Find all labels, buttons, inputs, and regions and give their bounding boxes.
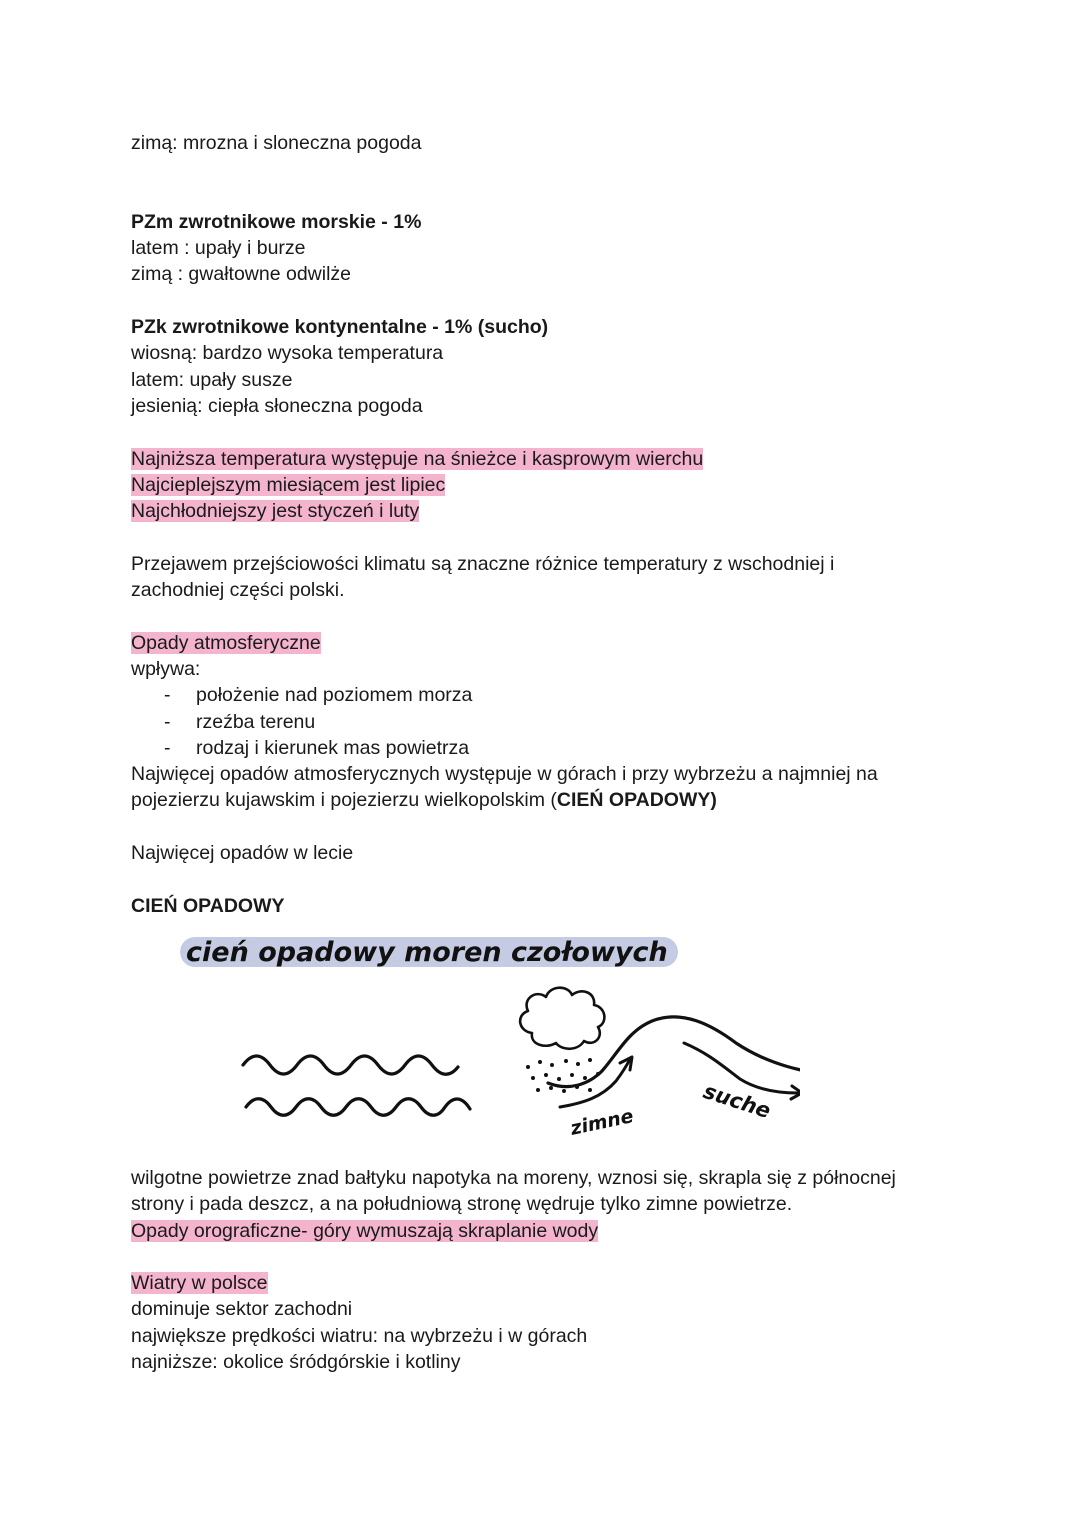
wind-line-1: dominuje sektor zachodni — [131, 1298, 353, 1321]
rain-shadow-diagram — [0, 925, 800, 1165]
rising-air-arrow-icon — [560, 1059, 630, 1107]
document-page — [131, 130, 931, 1375]
highlight-lowest-temp: Najniższa temperatura występuje na śnieżce i kasprowym wierchu — [131, 447, 704, 470]
pzk-autumn-line: jesienią: ciepła słoneczna pogoda — [131, 394, 423, 417]
explain-line-2: strony i pada deszcz, a na południową stronę wędruje tylko zimne powietrze. — [131, 1193, 793, 1216]
dry-air-arrow-icon — [684, 1043, 798, 1093]
highlight-coldest-months: Najchłodniejszy jest styczeń i luty — [131, 500, 420, 523]
precipitation-heading: Opady atmosferyczne — [131, 631, 321, 654]
sea-wave-lower-icon — [246, 1099, 470, 1116]
wind-line-3: najniższe: okolice śródgórskie i kotliny — [131, 1350, 461, 1373]
list-item: - rodzaj i kierunek mas powietrza — [164, 736, 470, 759]
rain-cloud-icon — [520, 988, 604, 1049]
wind-heading: Wiatry w polsce — [131, 1272, 268, 1295]
winter-pm-line: zimą: mrozna i sloneczna pogoda — [131, 132, 422, 154]
cold-label: zimne — [568, 1105, 636, 1140]
highlight-warmest-month: Najcieplejszym miesiącem jest lipiec — [131, 473, 446, 496]
moraine-hill-icon — [548, 1017, 800, 1087]
influence-list — [131, 682, 931, 761]
list-item: - rzeźba terenu — [164, 710, 316, 733]
most-precip-line-1: Najwięcej opadów atmosferycznych występuje w górach i przy wybrzeżu a najmniej na — [131, 763, 878, 786]
pzm-winter-line: zimą : gwałtowne odwilże — [131, 263, 352, 286]
sea-wave-upper-icon — [243, 1056, 458, 1074]
highlight-orographic: Opady orograficzne- góry wymuszają skraplanie wody — [131, 1219, 599, 1242]
transition-line-1: Przejawem przejściowości klimatu są znaczne różnice temperatury z wschodniej i — [131, 552, 835, 575]
pzm-heading: PZm zwrotnikowe morskie - 1% — [131, 210, 422, 233]
influence-label: wpływa: — [131, 657, 201, 680]
rain-shadow-heading: CIEŃ OPADOWY — [131, 894, 285, 917]
pzk-spring-line: wiosną: bardzo wysoka temperatura — [131, 342, 444, 365]
transition-line-2: zachodniej części polski. — [131, 579, 345, 602]
most-precip-line-2: pojezierzu kujawskim i pojezierzu wielkopolskim (CIEŃ OPADOWY) — [131, 789, 717, 812]
wind-line-2: największe prędkości wiatru: na wybrzeżu i w górach — [131, 1324, 588, 1347]
summer-precip-line: Najwięcej opadów w lecie — [131, 842, 354, 865]
explain-line-1: wilgotne powietrze znad bałtyku napotyka na moreny, wznosi się, skrapla się z północnej — [131, 1166, 896, 1189]
rain-shadow-sketch — [0, 925, 800, 1165]
pzk-summer-line: latem: upały susze — [131, 368, 293, 391]
diagram-title: cień opadowy moren czołowych — [186, 936, 668, 968]
pzk-heading: PZk zwrotnikowe kontynentalne - 1% (sucho) — [131, 316, 549, 339]
dry-label: suche — [700, 1078, 774, 1124]
list-item: - położenie nad poziomem morza — [164, 684, 473, 707]
pzm-summer-line: latem : upały i burze — [131, 237, 306, 260]
